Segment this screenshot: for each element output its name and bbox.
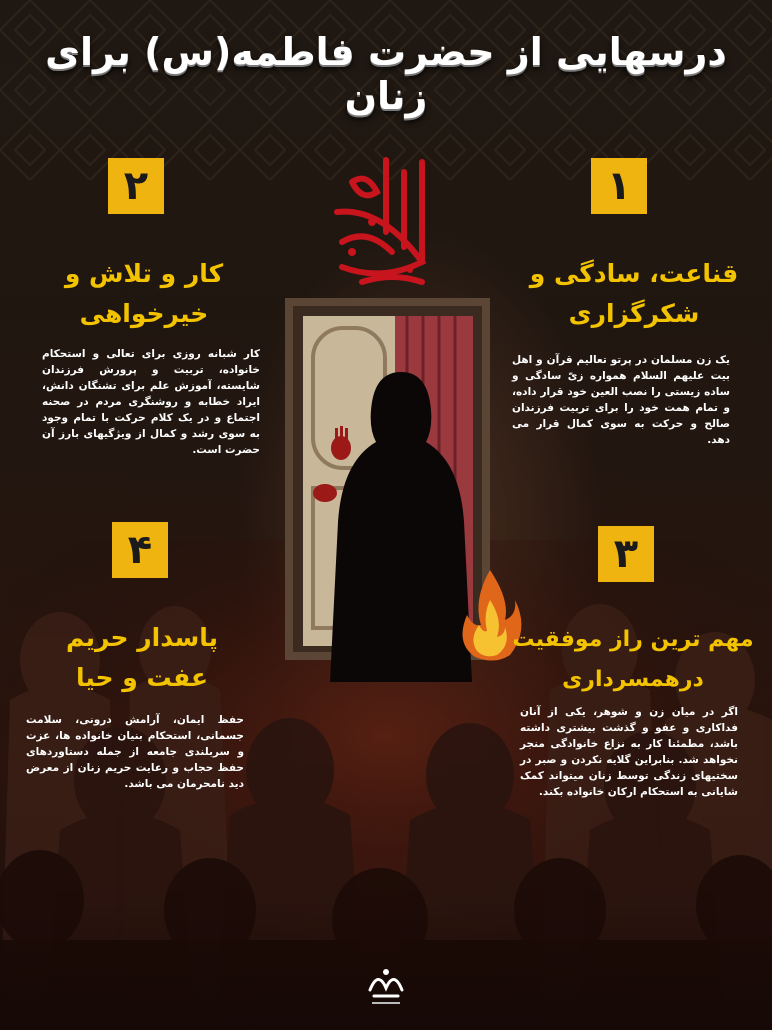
fatima-calligraphy-icon [322, 152, 442, 292]
section-heading-2-line1: کار و تلاش و [64, 259, 224, 288]
section-number-4: ۴ [112, 522, 168, 578]
section-heading-1-line1: قناعت، سادگی و [529, 259, 739, 288]
veiled-figure-silhouette [330, 372, 472, 682]
section-heading-2-line2: خیرخواهی [79, 299, 209, 328]
section-heading-3 [508, 620, 758, 700]
section-heading-2 [24, 254, 264, 334]
section-heading-1-line2: شکرگزاری [568, 299, 700, 328]
section-heading-4 [22, 618, 262, 698]
section-heading-4-line1: پاسدار حریم [65, 623, 219, 652]
section-heading-3-line1: مهم ترین راز موفقیت [512, 627, 754, 652]
section-heading-4-line2: عفت و حیا [75, 663, 209, 692]
section-body-3: اگر در میان زن و شوهر، یکی از آنان فداکاری و عفو و گذشت بیشتری داشته باشد، مطمئنا کار به نزاع خانوادگی منجر نخواهد شد. بنابراین گلایه نکردن و صبر در سختیهای زندگی توسط زنان میتواند کمک شایانی به استحکام ارکان خانواده بکند. [520, 706, 738, 798]
section-heading-1 [514, 254, 754, 334]
page-title: درسهایی از حضرت فاطمه(س) برای زنان [45, 30, 727, 118]
section-number-1: ۱ [591, 158, 647, 214]
section-body-1: یک زن مسلمان در پرتو تعالیم قرآن و اهل بیت علیهم السلام همواره زیّ سادگی و ساده زیستی را نصب العین خود قرار داده، و تمام همت خود را برای تربیت فرزندان صالح و حرکت به سوی کمال قرار می دهد. [512, 354, 730, 446]
section-number-3: ۳ [598, 526, 654, 582]
publisher-logo-icon [360, 960, 412, 1010]
section-heading-3-line2: درهمسرداری [562, 667, 704, 692]
section-body-4: حفظ ایمان، آرامش درونی، سلامت جسمانی، استحکام بنیان خانواده ها، عزت و سربلندی جامعه از جمله دستاوردهای حفظ حجاب و رعایت حریم زنان از معرض دید نامحرمان می باشد. [26, 714, 244, 790]
section-number-2: ۲ [108, 158, 164, 214]
section-body-2: کار شبانه روزی برای تعالی و استحکام خانواده، تربیت و پرورش فرزندان شایسته، آموزش علم برای تشنگان دانش، ایراد خطابه و روشنگری مردم در صحنه اجتماع و در یک کلام حرکت با تمام وجود به سوی رشد و کمال از ویژگیهای بارز آن حضرت است. [42, 348, 260, 456]
